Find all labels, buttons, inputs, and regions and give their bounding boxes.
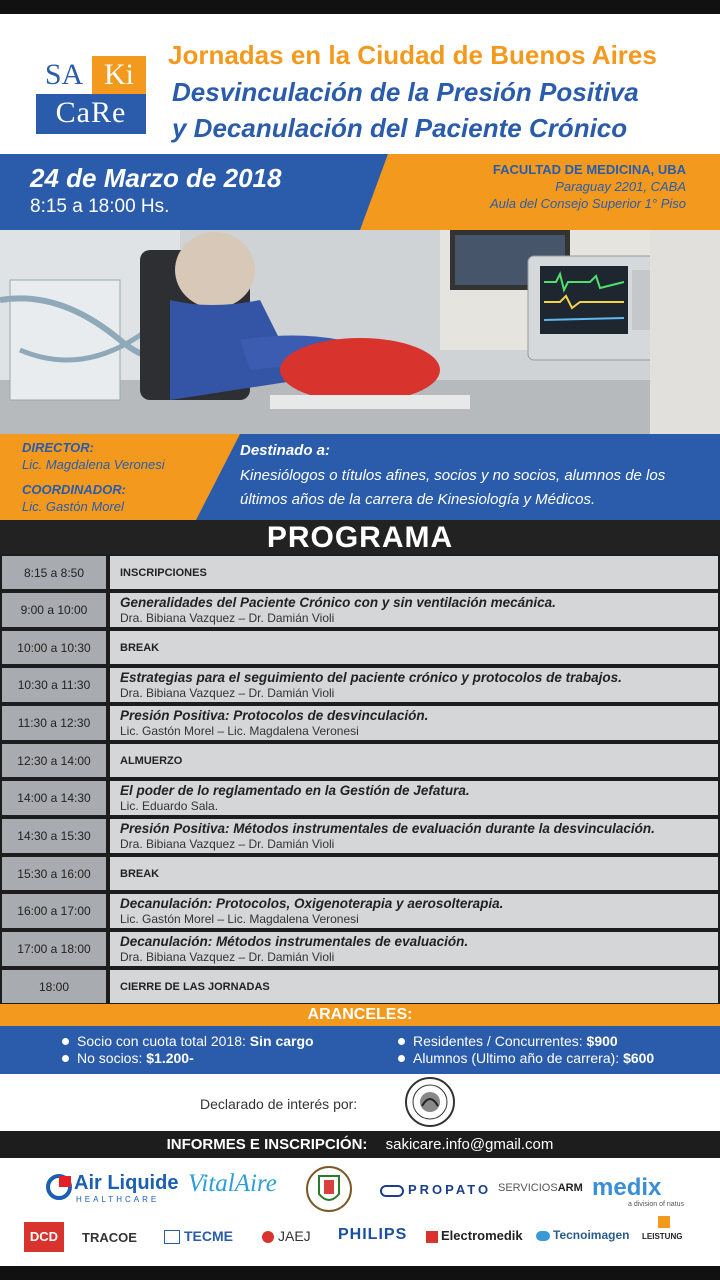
program-title: INSCRIPCIONES [120, 566, 207, 579]
sponsor-medix-logo: medix [592, 1174, 662, 1201]
fee-label: No socios: [77, 1050, 143, 1066]
program-content [110, 781, 718, 815]
program-row [0, 704, 720, 742]
program-row [0, 554, 720, 591]
sakicare-logo [36, 56, 146, 134]
bullet-icon [398, 1055, 405, 1062]
program-row [0, 779, 720, 817]
program-content [110, 631, 718, 664]
program-time: 14:30 a 15:30 [2, 819, 106, 853]
program-content [110, 744, 718, 777]
program-title: BREAK [120, 641, 160, 654]
sponsor-tecme-logo [164, 1228, 233, 1244]
air-liquide-icon [46, 1174, 72, 1200]
fee-item [398, 1033, 618, 1049]
coordinator-name: Lic. Gastón Morel [22, 499, 124, 514]
program-content [110, 970, 718, 1003]
sponsor-leistung-logo: LEISTUNG [642, 1232, 683, 1241]
program-title: ALMUERZO [120, 754, 183, 767]
venue-address: Paraguay 2201, CABA [555, 179, 686, 194]
audience-label: Destinado a: [240, 442, 331, 459]
program-content [110, 593, 718, 627]
subtitle-line-2: y Decanulación del Paciente Crónico [172, 113, 628, 143]
program-time: 11:30 a 12:30 [2, 706, 106, 740]
program-content [110, 932, 718, 966]
program-time: 18:00 [2, 970, 106, 1003]
program-time: 10:00 a 10:30 [2, 631, 106, 664]
sponsor-servicios-arm-logo [498, 1182, 583, 1194]
hospital-scene-illustration [0, 230, 720, 434]
page-title: Jornadas en la Ciudad de Buenos Aires [168, 40, 657, 70]
association-shield-icon [306, 1164, 352, 1214]
sponsor-medix-tag: a division of natus [628, 1201, 685, 1208]
program-speakers: Dra. Bibiana Vazquez – Dr. Damián Violi [120, 950, 335, 964]
program-row [0, 629, 720, 666]
program-table [0, 554, 720, 1004]
program-title: BREAK [120, 867, 160, 880]
program-time: 10:30 a 11:30 [2, 668, 106, 702]
leistung-icon [658, 1216, 670, 1228]
program-speakers: Lic. Gastón Morel – Lic. Magdalena Veronesi [120, 912, 359, 926]
program-title: El poder de lo reglamentado en la Gestión de Jefatura. [120, 783, 470, 798]
sponsor-jaej-logo [262, 1228, 311, 1244]
sponsor-air-liquide-name: Air Liquide [74, 1172, 179, 1194]
program-content [110, 556, 718, 589]
program-time: 9:00 a 10:00 [2, 593, 106, 627]
program-content [110, 668, 718, 702]
program-row [0, 892, 720, 930]
sponsor-propato-name: PROPATO [408, 1182, 492, 1197]
program-row [0, 591, 720, 629]
program-title: Estrategias para el seguimiento del paciente crónico y protocolos de trabajos. [120, 670, 622, 685]
director-label: DIRECTOR: [22, 440, 94, 455]
program-row [0, 742, 720, 779]
program-time: 15:30 a 16:00 [2, 857, 106, 890]
electromedik-icon [426, 1231, 438, 1243]
program-time: 17:00 a 18:00 [2, 932, 106, 966]
sponsor-dcd-logo: DCD [24, 1222, 64, 1252]
contact-bar [0, 1131, 720, 1158]
audience-text: Kinesiólogos o títulos afines, socios y no socios, alumnos de los últimos años de la carrera de Kinesiología y Médicos. [240, 467, 666, 508]
propato-icon [380, 1185, 404, 1197]
contact-email[interactable]: sakicare.info@gmail.com [385, 1136, 554, 1153]
fee-item [398, 1050, 654, 1066]
contact-label: INFORMES E INSCRIPCIÓN: [166, 1136, 368, 1153]
program-row [0, 666, 720, 704]
program-time: 12:30 a 14:00 [2, 744, 106, 777]
logo-part-sa: SA [36, 56, 92, 94]
sponsor-tecnoimagen-logo [536, 1228, 629, 1242]
program-content [110, 894, 718, 928]
fee-item [62, 1050, 194, 1066]
program-heading: PROGRAMA [0, 520, 720, 554]
declared-interest-text: Declarado de interés por: [200, 1096, 358, 1112]
program-speakers: Dra. Bibiana Vazquez – Dr. Damián Violi [120, 611, 335, 625]
program-content [110, 706, 718, 740]
event-time: 8:15 a 18:00 Hs. [30, 196, 170, 217]
program-speakers: Dra. Bibiana Vazquez – Dr. Damián Violi [120, 686, 335, 700]
fees-heading: ARANCELES: [0, 1004, 720, 1026]
tecme-icon [164, 1230, 180, 1244]
fee-label: Residentes / Concurrentes: [413, 1033, 583, 1049]
sponsor-tracoe-logo: TRACOE [82, 1230, 137, 1245]
hospital-photo [0, 230, 720, 434]
tecnoimagen-icon [536, 1231, 550, 1241]
program-row [0, 855, 720, 892]
venue-room: Aula del Consejo Superior 1° Piso [490, 196, 686, 211]
program-speakers: Lic. Eduardo Sala. [120, 799, 219, 813]
program-row [0, 968, 720, 1005]
sponsor-electromedik-name: Electromedik [441, 1228, 523, 1243]
sponsor-vitalaire-logo: VitalAire [188, 1170, 277, 1197]
fee-price: $1.200- [146, 1050, 194, 1066]
page-subtitle [172, 74, 639, 146]
program-row [0, 930, 720, 968]
institution-seal-icon [404, 1076, 456, 1128]
sponsor-air-liquide-tag: HEALTHCARE [76, 1195, 160, 1204]
sponsor-tecme-name: TECME [184, 1228, 233, 1244]
director-name: Lic. Magdalena Veronesi [22, 457, 165, 472]
sponsor-servicios: SERVICIOS [498, 1182, 558, 1194]
program-time: 8:15 a 8:50 [2, 556, 106, 589]
bullet-icon [398, 1038, 405, 1045]
fees-panel [0, 1026, 720, 1074]
sponsor-electromedik-logo [426, 1228, 523, 1243]
program-title: Generalidades del Paciente Crónico con y sin ventilación mecánica. [120, 595, 556, 610]
program-row [0, 817, 720, 855]
program-title: Decanulación: Métodos instrumentales de evaluación. [120, 934, 469, 949]
sponsor-philips-logo: PHILIPS [338, 1226, 408, 1243]
bottom-border [0, 1266, 720, 1280]
fee-price: $600 [623, 1050, 655, 1066]
program-content [110, 857, 718, 890]
sponsor-arm: ARM [557, 1182, 583, 1194]
sponsor-jaej-name: JAEJ [278, 1228, 311, 1244]
program-title: Decanulación: Protocolos, Oxigenoterapia y aerosolterapia. [120, 896, 504, 911]
program-title: CIERRE DE LAS JORNADAS [120, 980, 270, 993]
program-content [110, 819, 718, 853]
program-title: Presión Positiva: Métodos instrumentales de evaluación durante la desvinculación. [120, 821, 655, 836]
bullet-icon [62, 1055, 69, 1062]
subtitle-line-1: Desvinculación de la Presión Positiva [172, 77, 639, 107]
program-title: Presión Positiva: Protocolos de desvinculación. [120, 708, 429, 723]
program-speakers: Dra. Bibiana Vazquez – Dr. Damián Violi [120, 837, 335, 851]
program-time: 14:00 a 14:30 [2, 781, 106, 815]
sponsor-tecnoimagen-name: Tecnoimagen [553, 1228, 630, 1242]
program-time: 16:00 a 17:00 [2, 894, 106, 928]
logo-part-ki: Ki [92, 56, 146, 94]
program-speakers: Lic. Gastón Morel – Lic. Magdalena Veronesi [120, 724, 359, 738]
sponsor-propato-logo [380, 1182, 491, 1197]
coordinator-label: COORDINADOR: [22, 482, 126, 497]
top-border [0, 0, 720, 14]
fee-label: Alumnos (Ultimo año de carrera): [413, 1050, 620, 1066]
event-venue [490, 161, 686, 212]
event-date: 24 de Marzo de 2018 [30, 163, 282, 193]
fee-label: Socio con cuota total 2018: [77, 1033, 246, 1049]
fee-price: Sin cargo [249, 1033, 314, 1049]
logo-part-care: CaRe [36, 94, 146, 134]
jaej-icon [262, 1231, 274, 1243]
fee-price: $900 [586, 1033, 618, 1049]
fee-item [62, 1033, 314, 1049]
venue-name: FACULTAD DE MEDICINA, UBA [492, 162, 686, 177]
bullet-icon [62, 1038, 69, 1045]
